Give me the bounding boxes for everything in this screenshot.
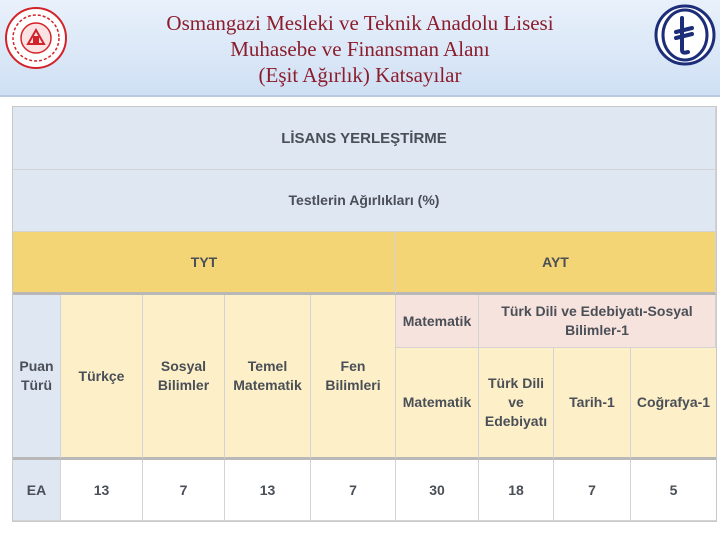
fen-value: 7 <box>311 460 396 521</box>
turkce-value: 13 <box>61 460 143 521</box>
tarih-value: 7 <box>554 460 631 521</box>
sosyal-value: 7 <box>143 460 225 521</box>
cografya-value: 5 <box>631 460 716 521</box>
temel-matematik-header: Temel Matematik <box>225 295 311 460</box>
meb-logo-icon <box>4 6 68 70</box>
puan-turu-header: Puan Türü <box>13 295 61 460</box>
table-subtitle: Testlerin Ağırlıkları (%) <box>13 170 716 232</box>
tyt-header: TYT <box>13 232 396 295</box>
table-title: LİSANS YERLEŞTİRME <box>13 107 716 170</box>
title-line-2: Muhasebe ve Finansman Alanı <box>230 37 490 61</box>
sosyal-bilimler-header: Sosyal Bilimler <box>143 295 225 460</box>
coefficient-table <box>12 106 717 522</box>
turk-dili-header: Türk Dili ve Edebiyatı <box>479 348 554 460</box>
school-logo-icon <box>654 4 716 66</box>
title-line-3: (Eşit Ağırlık) Katsayılar <box>258 63 462 87</box>
fen-bilimleri-header: Fen Bilimleri <box>311 295 396 460</box>
page-title <box>90 10 630 88</box>
matematik-header: Matematik <box>396 348 479 460</box>
cografya-header: Coğrafya-1 <box>631 348 716 460</box>
ayt-header: AYT <box>396 232 716 295</box>
title-line-1: Osmangazi Mesleki ve Teknik Anadolu Lisesi <box>166 11 554 35</box>
matematik-group-header: Matematik <box>396 295 479 348</box>
turk-dili-value: 18 <box>479 460 554 521</box>
row-type-cell: EA <box>13 460 61 521</box>
header-banner <box>0 0 720 97</box>
turk-dili-group-header: Türk Dili ve Edebiyatı-Sosyal Bilimler-1 <box>479 295 716 348</box>
matematik-value: 30 <box>396 460 479 521</box>
tarih-header: Tarih-1 <box>554 348 631 460</box>
temel-matematik-value: 13 <box>225 460 311 521</box>
turkce-header: Türkçe <box>61 295 143 460</box>
